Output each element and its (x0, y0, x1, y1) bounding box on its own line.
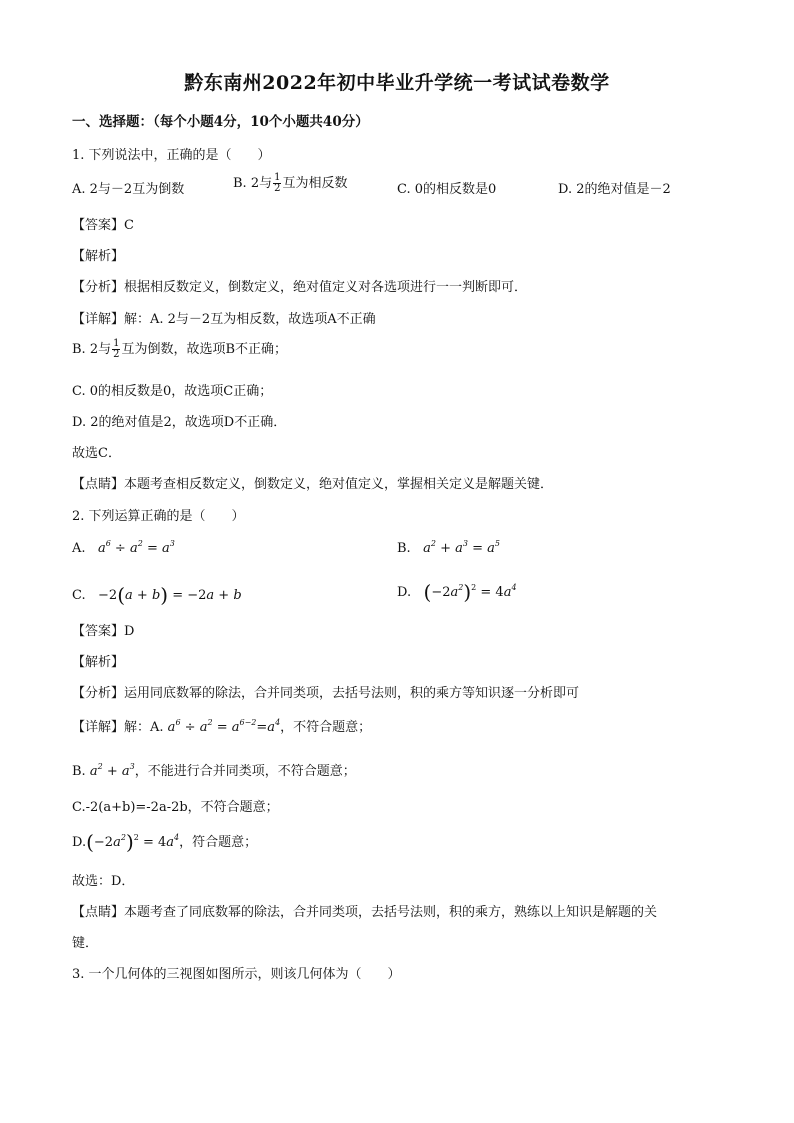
q1-stem: 1. 下列说法中，正确的是（ ） (72, 148, 271, 163)
q1-analysis-label: 【解析】 (72, 249, 125, 264)
exam-title: 黔东南州2022年初中毕业升学统一考试试卷数学 (184, 72, 610, 94)
q2-xiangjie: 【详解】解：A. $a^6 \div a^2 = a^{6-2}=a^4$，不符合题意； (72, 718, 372, 735)
q2-option-c: C. −2(a + b) = −2a + b (72, 583, 242, 607)
q1-choose: 故选C． (72, 446, 121, 461)
q3-stem: 3. 一个几何体的三视图如图所示，则该几何体为（ ） (72, 967, 401, 982)
q2-fenxi: 【分析】运用同底数幂的除法，合并同类项，去括号法则，积的乘方等知识逐一分析即可 (72, 686, 580, 701)
q1-xiangjie: 【详解】解：A. 2与－2互为相反数，故选项A不正确 (72, 312, 376, 327)
q1-option-b-post: 互为相反数 (282, 176, 348, 191)
q2-option-d: D. $(-2a^2)^2 = 4a^4$ (397, 580, 517, 604)
q2-option-a: A. $a^6 \div a^2 = a^3$ (72, 539, 175, 556)
q2-stem: 2. 下列运算正确的是（ ） (72, 509, 245, 524)
q1-option-c: C. 0的相反数是0 (397, 182, 497, 197)
q1-dianjing: 【点睛】本题考查相反数定义，倒数定义，绝对值定义，掌握相关定义是解题关键． (72, 477, 554, 492)
q1-detail-c: C. 0的相反数是0，故选项C正确； (72, 384, 273, 399)
fraction: $\frac{1}{2}$ (113, 338, 120, 360)
q2-dianjing-2: 键． (72, 936, 99, 951)
q1-detail-b: B. 2与 $\frac{1}{2}$ 互为倒数，故选项B不正确； (72, 338, 288, 360)
q2-detail-c: C.-2(a+b)=-2a-2b，不符合题意； (72, 800, 279, 815)
q2-detail-b: B. $a^2 + a^3$，不能进行合并同类项，不符合题意； (72, 762, 356, 779)
q1-answer: 【答案】C (72, 218, 134, 233)
section-heading: 一、选择题：（每个小题4分，10个小题共40分） (72, 114, 369, 130)
q2-dianjing-1: 【点睛】本题考查了同底数幂的除法，合并同类项，去括号法则，积的乘方，熟练以上知识是解题的关 (72, 905, 658, 920)
q2-option-b: B. $a^2 + a^3 = a^5$ (397, 539, 501, 556)
q1-option-b-pre: B. 2与 (233, 176, 273, 191)
q1-option-a: A. 2与－2互为倒数 (72, 182, 185, 197)
q2-choose: 故选：D． (72, 874, 135, 889)
q2-answer: 【答案】D (72, 624, 135, 639)
q2-analysis-label: 【解析】 (72, 655, 125, 670)
fraction: $\frac{1}{2}$ (274, 172, 281, 194)
q1-option-d: D. 2的绝对值是－2 (558, 182, 671, 197)
q1-option-b (233, 172, 347, 194)
q1-detail-d: D. 2的绝对值是2，故选项D不正确． (72, 415, 287, 430)
q1-fenxi: 【分析】根据相反数定义，倒数定义，绝对值定义对各选项进行一一判断即可． (72, 280, 528, 295)
q2-detail-d: $D.(-2a^2)^2 = 4a^4$，符合题意； (72, 830, 258, 854)
